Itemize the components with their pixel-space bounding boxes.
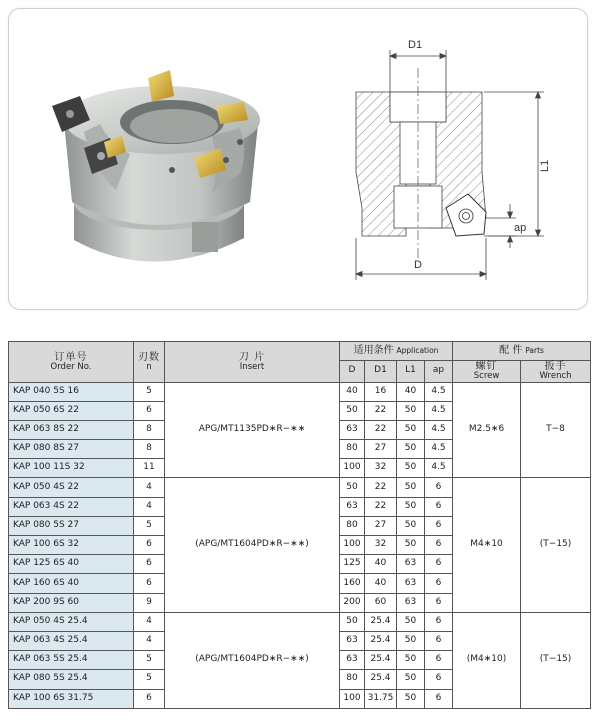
cell-order: KAP 080 5S 25.4 xyxy=(9,670,134,689)
cell-d: 63 xyxy=(340,651,365,670)
cell-l1: 50 xyxy=(397,478,425,497)
technical-drawing xyxy=(334,22,564,288)
cell-d1: 16 xyxy=(365,382,397,401)
cell-l1: 63 xyxy=(397,555,425,574)
cell-l1: 50 xyxy=(397,689,425,708)
cell-ap: 4.5 xyxy=(425,420,453,439)
cell-d1: 25.4 xyxy=(365,651,397,670)
insert-cell: (APG/MT1604PD∗R−∗∗) xyxy=(165,612,340,708)
cell-n: 6 xyxy=(134,536,165,555)
cell-l1: 50 xyxy=(397,459,425,478)
screw-cell: M4∗10 xyxy=(453,478,521,612)
cell-d: 160 xyxy=(340,574,365,593)
cell-n: 8 xyxy=(134,420,165,439)
cell-order: KAP 063 4S 25.4 xyxy=(9,631,134,650)
cell-order: KAP 063 5S 25.4 xyxy=(9,651,134,670)
cell-ap: 6 xyxy=(425,651,453,670)
cell-d: 125 xyxy=(340,555,365,574)
wrench-header: 扳手 Wrench xyxy=(521,361,591,382)
cell-n: 8 xyxy=(134,440,165,459)
cell-l1: 63 xyxy=(397,574,425,593)
cell-d1: 27 xyxy=(365,516,397,535)
cell-d1: 60 xyxy=(365,593,397,612)
cell-ap: 6 xyxy=(425,497,453,516)
cell-n: 6 xyxy=(134,401,165,420)
cell-n: 5 xyxy=(134,670,165,689)
cell-n: 5 xyxy=(134,382,165,401)
cell-ap: 6 xyxy=(425,689,453,708)
cell-d1: 25.4 xyxy=(365,612,397,631)
l1-label: L1 xyxy=(539,159,551,172)
cell-ap: 6 xyxy=(425,574,453,593)
cell-order: KAP 050 6S 22 xyxy=(9,401,134,420)
cell-ap: 4.5 xyxy=(425,401,453,420)
cell-d1: 22 xyxy=(365,420,397,439)
cell-l1: 50 xyxy=(397,536,425,555)
cell-order: KAP 100 11S 32 xyxy=(9,459,134,478)
cell-l1: 50 xyxy=(397,651,425,670)
cell-d: 50 xyxy=(340,478,365,497)
d1-label: D1 xyxy=(408,39,423,51)
cell-n: 6 xyxy=(134,689,165,708)
cell-order: KAP 050 4S 22 xyxy=(9,478,134,497)
cell-d: 100 xyxy=(340,689,365,708)
cell-d1: 32 xyxy=(365,459,397,478)
cell-order: KAP 160 6S 40 xyxy=(9,574,134,593)
cell-l1: 50 xyxy=(397,612,425,631)
cell-l1: 40 xyxy=(397,382,425,401)
cell-ap: 4.5 xyxy=(425,382,453,401)
cell-d: 50 xyxy=(340,612,365,631)
cell-d: 80 xyxy=(340,516,365,535)
cell-ap: 6 xyxy=(425,670,453,689)
cell-l1: 50 xyxy=(397,631,425,650)
cell-order: KAP 063 8S 22 xyxy=(9,420,134,439)
cell-d: 100 xyxy=(340,459,365,478)
d-label: D xyxy=(414,259,422,271)
cell-ap: 6 xyxy=(425,631,453,650)
d1-header: D1 xyxy=(365,361,397,382)
screw-header: 螺钉 Screw xyxy=(453,361,521,382)
cell-d1: 22 xyxy=(365,478,397,497)
cell-order: KAP 080 8S 27 xyxy=(9,440,134,459)
table-row xyxy=(9,478,591,497)
cell-d: 100 xyxy=(340,536,365,555)
cell-n: 4 xyxy=(134,631,165,650)
table-row xyxy=(9,612,591,631)
cell-ap: 6 xyxy=(425,516,453,535)
specification-table xyxy=(8,341,591,709)
cell-d: 63 xyxy=(340,631,365,650)
insert-cell: APG/MT1135PD∗R−∗∗ xyxy=(165,382,340,478)
cell-l1: 50 xyxy=(397,420,425,439)
cell-d1: 22 xyxy=(365,401,397,420)
cell-n: 6 xyxy=(134,555,165,574)
cell-ap: 6 xyxy=(425,593,453,612)
screw-cell: M2.5∗6 xyxy=(453,382,521,478)
cell-n: 4 xyxy=(134,612,165,631)
cell-n: 4 xyxy=(134,478,165,497)
face-mill-photo xyxy=(44,62,284,284)
cell-ap: 4.5 xyxy=(425,459,453,478)
cell-n: 11 xyxy=(134,459,165,478)
cell-n: 4 xyxy=(134,497,165,516)
wrench-cell: (T−15) xyxy=(521,478,591,612)
wrench-cell: (T−15) xyxy=(521,612,591,708)
cell-order: KAP 050 4S 25.4 xyxy=(9,612,134,631)
insert-cell: (APG/MT1604PD∗R−∗∗) xyxy=(165,478,340,612)
cell-d1: 40 xyxy=(365,555,397,574)
cell-d1: 22 xyxy=(365,497,397,516)
cell-order: KAP 100 6S 31.75 xyxy=(9,689,134,708)
cell-l1: 50 xyxy=(397,440,425,459)
cell-d: 63 xyxy=(340,497,365,516)
cell-d: 80 xyxy=(340,670,365,689)
parts-header: 配 件 Parts xyxy=(453,342,591,361)
cell-ap: 6 xyxy=(425,478,453,497)
cell-l1: 50 xyxy=(397,401,425,420)
ap-label: ap xyxy=(514,222,527,234)
cell-l1: 63 xyxy=(397,593,425,612)
cell-n: 5 xyxy=(134,651,165,670)
cell-l1: 50 xyxy=(397,497,425,516)
cell-n: 5 xyxy=(134,516,165,535)
cell-d1: 25.4 xyxy=(365,631,397,650)
specification-body xyxy=(9,382,591,708)
cell-d1: 25.4 xyxy=(365,670,397,689)
cell-ap: 6 xyxy=(425,555,453,574)
application-header: 适用条件 Application xyxy=(340,342,453,361)
cell-d: 40 xyxy=(340,382,365,401)
cell-order: KAP 200 9S 60 xyxy=(9,593,134,612)
order-header: 订单号 Order No. xyxy=(9,342,134,383)
cell-d: 200 xyxy=(340,593,365,612)
cell-d: 50 xyxy=(340,401,365,420)
cell-d1: 40 xyxy=(365,574,397,593)
cell-order: KAP 080 5S 27 xyxy=(9,516,134,535)
cell-l1: 50 xyxy=(397,516,425,535)
cell-ap: 6 xyxy=(425,536,453,555)
cell-d: 63 xyxy=(340,420,365,439)
cell-order: KAP 040 5S 16 xyxy=(9,382,134,401)
l1-header: L1 xyxy=(397,361,425,382)
insert-header: 刀 片 Insert xyxy=(165,342,340,383)
cell-d1: 32 xyxy=(365,536,397,555)
cell-order: KAP 063 4S 22 xyxy=(9,497,134,516)
wrench-cell: T−8 xyxy=(521,382,591,478)
screw-cell: (M4∗10) xyxy=(453,612,521,708)
ap-header: ap xyxy=(425,361,453,382)
cell-order: KAP 100 6S 32 xyxy=(9,536,134,555)
cell-d1: 27 xyxy=(365,440,397,459)
cell-n: 9 xyxy=(134,593,165,612)
cell-order: KAP 125 6S 40 xyxy=(9,555,134,574)
cell-ap: 4.5 xyxy=(425,440,453,459)
cell-d1: 31.75 xyxy=(365,689,397,708)
cell-l1: 50 xyxy=(397,670,425,689)
d-header: D xyxy=(340,361,365,382)
cell-ap: 6 xyxy=(425,612,453,631)
teeth-header: 刃数 n xyxy=(134,342,165,383)
cell-d: 80 xyxy=(340,440,365,459)
cell-n: 6 xyxy=(134,574,165,593)
table-row xyxy=(9,382,591,401)
